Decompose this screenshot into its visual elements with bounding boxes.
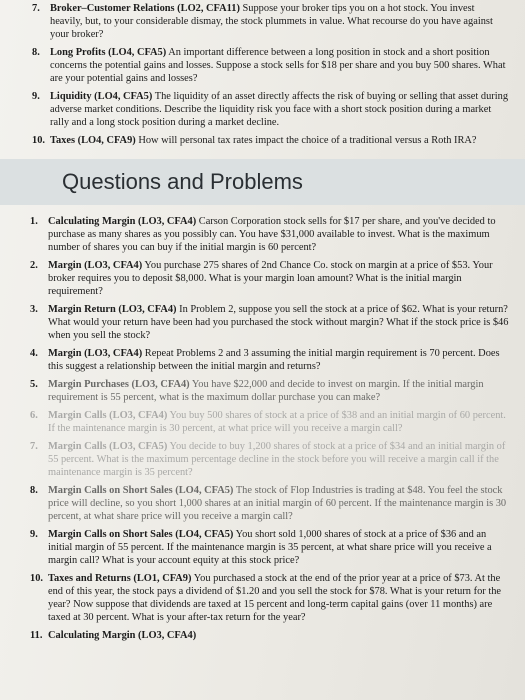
concept-question-9 [32,90,509,129]
problem-8 [30,484,513,523]
problem-4 [30,347,513,373]
problem-title: Margin Calls on Short Sales (LO4, CFA5) [48,529,234,540]
problem-text: You short sold 1,000 shares of stock at a price of $36 and an initial margin of 55 percent. If the maintenance margin is 35 percent, at what share price will you receive a margin call? What is your account equity at this stock price? [48,529,492,566]
problem-number: 8. [30,485,38,496]
problem-number: 11. [30,630,43,641]
problem-9 [30,528,513,567]
problem-text: Repeat Problems 2 and 3 assuming the initial margin requirement is 70 percent. Does this suggest a relationship between the initial margin and returns? [48,348,500,372]
problem-2 [30,259,513,298]
problem-number: 3. [30,304,38,315]
problem-title: Margin Calls (LO3, CFA4) [48,410,168,421]
problem-text: You purchased a stock at the end of the prior year at a price of $73. At the end of this year, the stock pays a dividend of $1.20 and you sell the stock for $78. What is your return for the year? Now suppose that dividends are taxed at 15 percent and long-term capital gains (over 11 months) are taxed at 30 percent. What is your after-tax return for the year? [48,573,502,623]
problem-title: Taxes and Returns (LO1, CFA9) [48,573,192,584]
question-number: 7. [32,3,40,14]
problem-title: Margin Calls on Short Sales (LO4, CFA5) [48,485,234,496]
problem-text: You purchase 275 shares of 2nd Chance Co. stock on margin at a price of $53. Your broker requires you to deposit $8,000. What is your margin loan amount? What is the initial margin requirement? [48,260,493,297]
problem-6 [30,409,513,435]
question-number: 8. [32,47,40,58]
problem-title: Calculating Margin (LO3, CFA4) [48,630,197,641]
problem-title: Margin Purchases (LO3, CFA4) [48,379,190,390]
question-number: 9. [32,91,40,102]
question-text: The liquidity of an asset directly affects the risk of buying or selling that asset during adverse market conditions. Describe the liquidity risk you face with a short stock position during a market rally and a long stock position during a market decline. [50,91,509,128]
problem-number: 4. [30,348,38,359]
problem-number: 10. [30,573,43,584]
problem-number: 1. [30,216,38,227]
problem-number: 9. [30,529,38,540]
problem-text: You have $22,000 and decide to invest on margin. If the initial margin requirement is 55 percent, what is the maximum dollar purchase you can make? [48,379,484,403]
problem-5 [30,378,513,404]
problem-7 [30,440,513,479]
problem-1 [30,215,513,254]
problem-number: 6. [30,410,38,421]
problem-text: You buy 500 shares of stock at a price of $38 and an initial margin of 60 percent. If the maintenance margin is 30 percent, at what price will you receive a margin call? [48,410,506,434]
concept-question-7 [32,2,509,41]
question-title: Broker–Customer Relations (LO2, CFA11) [50,3,240,14]
problem-title: Margin (LO3, CFA4) [48,348,143,359]
problem-text: The stock of Flop Industries is trading at $48. You feel the stock price will decline, so you short 1,000 shares at an initial margin of 60 percent. If the maintenance margin is 30 percent, at what share price will you receive a margin call? [48,485,507,522]
question-number: 10. [32,135,45,146]
problem-number: 7. [30,441,38,452]
problem-title: Calculating Margin (LO3, CFA4) [48,216,197,227]
concept-question-8 [32,46,509,85]
question-title: Liquidity (LO4, CFA5) [50,91,153,102]
question-title: Taxes (LO4, CFA9) [50,135,136,146]
problem-10 [30,572,513,624]
section-heading-bar [0,159,525,205]
section-heading: Questions and Problems [62,169,303,194]
problem-number: 5. [30,379,38,390]
problem-11 [30,629,513,642]
question-title: Long Profits (LO4, CFA5) [50,47,167,58]
problem-title: Margin (LO3, CFA4) [48,260,143,271]
problems-list [0,215,525,642]
problem-text: In Problem 2, suppose you sell the stock at a price of $62. What is your return? What would your return have been had you purchased the stock without margin? What if the stock price is $46 when you sell the stock? [48,304,509,341]
question-text: How will personal tax rates impact the choice of a traditional versus a Roth IRA? [138,135,477,146]
question-text: Suppose your broker tips you on a hot stock. You invest heavily, but, to your considerable dismay, the stock plummets in value. What recourse do you have against your broker? [50,3,493,40]
problem-title: Margin Calls (LO3, CFA5) [48,441,168,452]
question-text: An important difference between a long position in stock and a short position concerns the potential gains and losses. Suppose a stock sells for $18 per share and you buy 500 shares. What are your potential gains and losses? [50,47,506,84]
concept-questions [0,0,525,147]
problem-title: Margin Return (LO3, CFA4) [48,304,177,315]
problem-number: 2. [30,260,38,271]
concept-question-10 [32,134,509,147]
problem-3 [30,303,513,342]
problem-text: You decide to buy 1,200 shares of stock at a price of $34 and an initial margin of 55 percent. What is the maximum percentage decline in the stock before you will receive a margin call if the maintenance margin is 35 percent? [48,441,506,478]
problem-text: Carson Corporation stock sells for $17 per share, and you've decided to purchase as many shares as you possibly can. You have $31,000 available to invest. What is the maximum number of shares you can buy if the initial margin is 60 percent? [48,216,496,253]
